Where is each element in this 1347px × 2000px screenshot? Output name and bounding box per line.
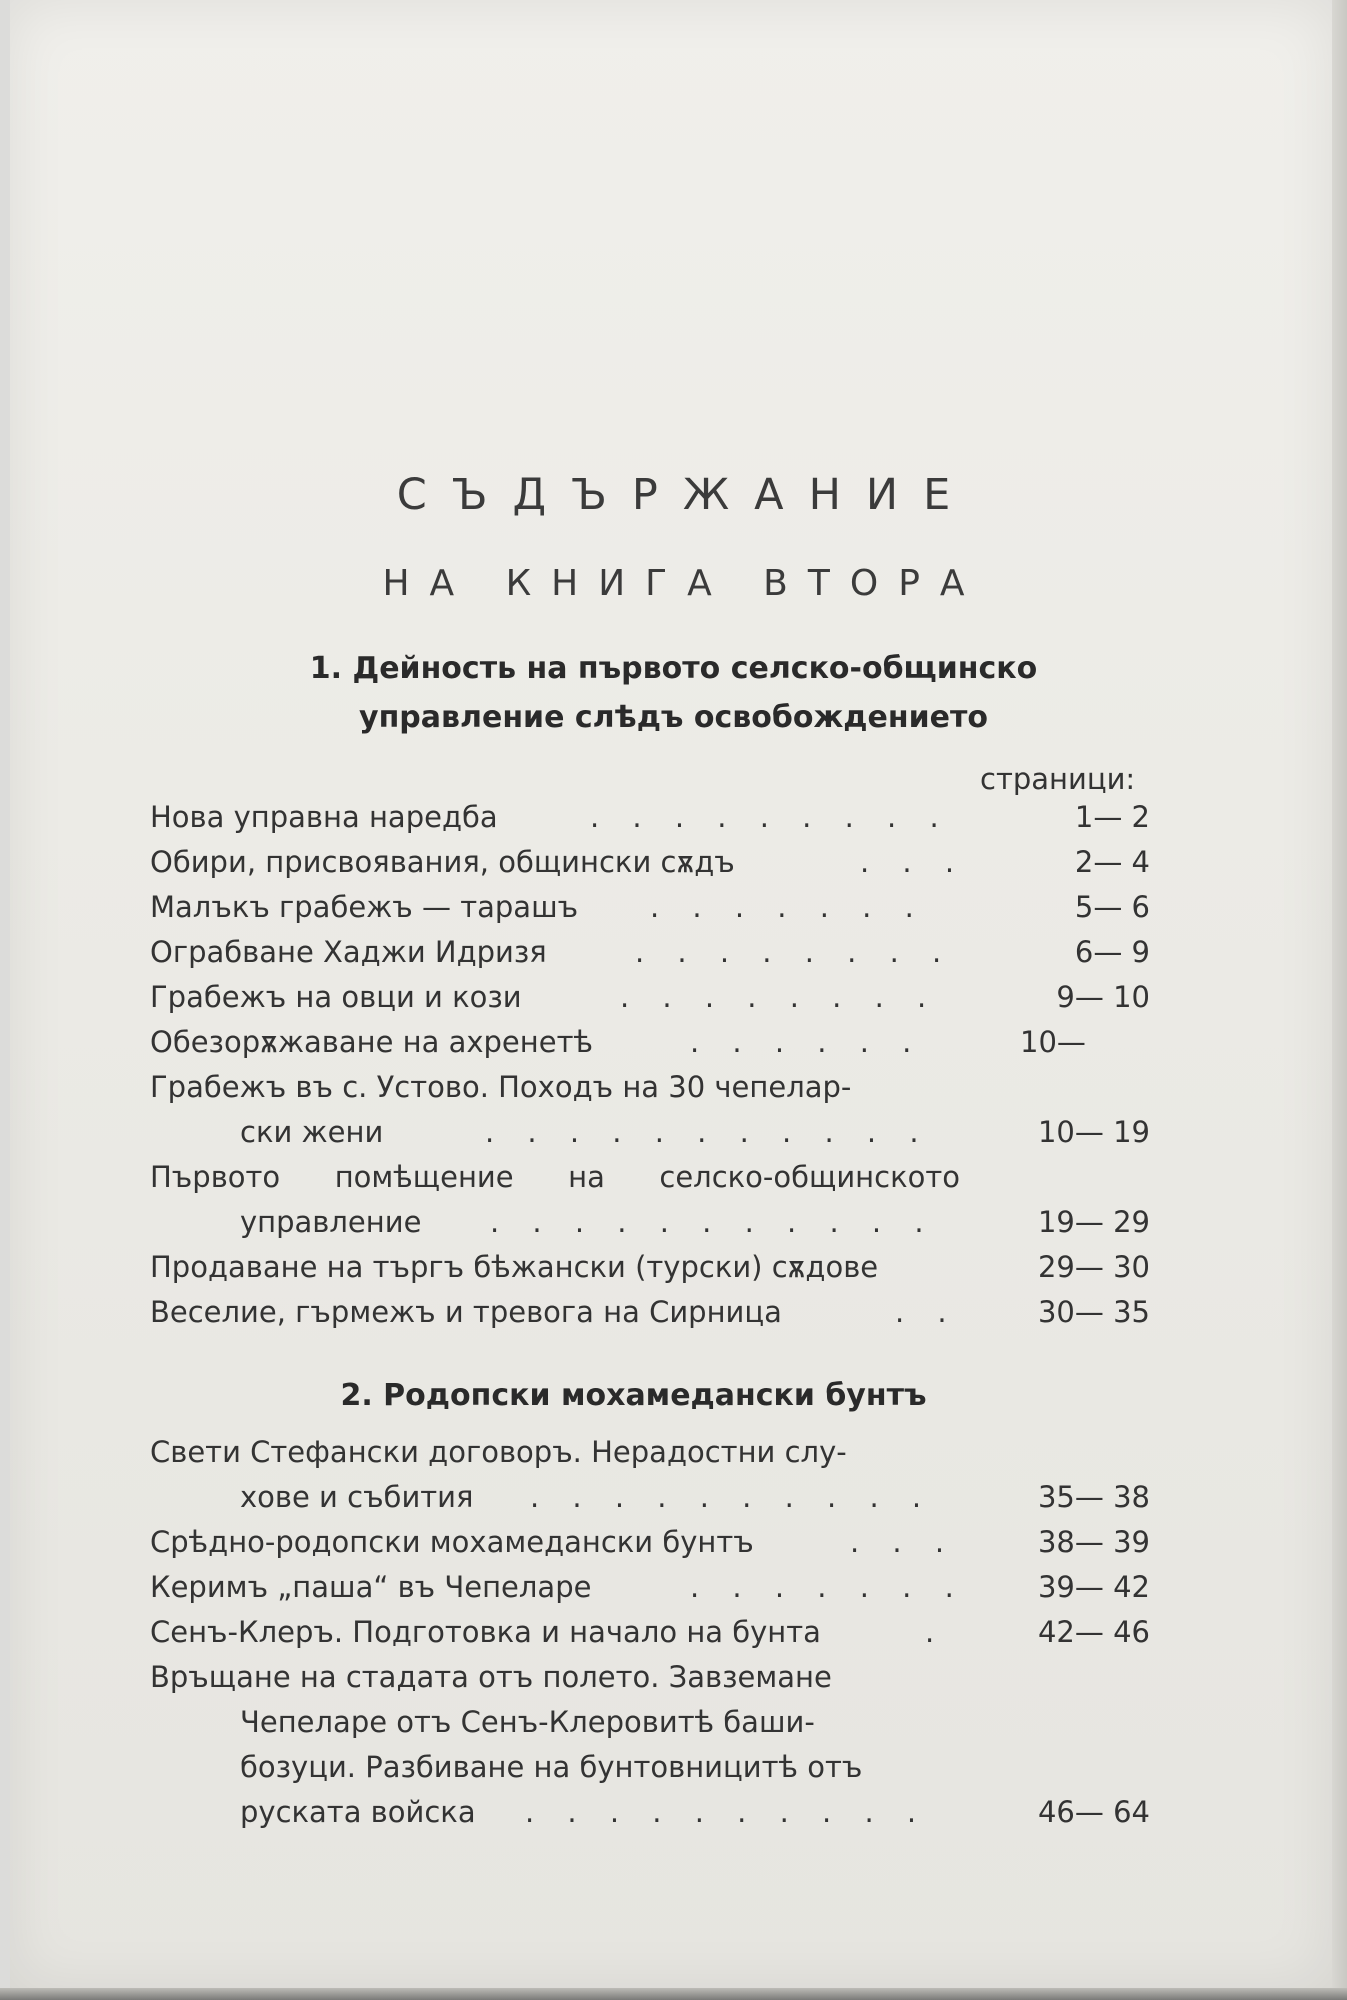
toc-entry-pages: 42— 46 bbox=[1037, 1615, 1150, 1649]
toc-word: Първото bbox=[150, 1160, 281, 1194]
toc-entry-text: Веселие, гърмежъ и тревога на Сирница bbox=[150, 1295, 782, 1329]
toc-section-1 bbox=[150, 795, 1150, 1335]
toc-entry-text: Обезорѫжаване на ахренетѣ bbox=[150, 1025, 593, 1059]
toc-entry bbox=[150, 840, 1150, 885]
toc-entry bbox=[150, 1610, 1150, 1655]
toc-entry-pages: 39— 42 bbox=[1037, 1570, 1150, 1604]
toc-word: селско-общинското bbox=[659, 1160, 960, 1194]
dot-leader: . . . . . . . . . . bbox=[530, 1480, 934, 1514]
dot-leader: . . bbox=[895, 1295, 959, 1329]
toc-entry-text: управление bbox=[240, 1205, 422, 1239]
toc-entry bbox=[150, 1520, 1150, 1565]
toc-entry-text: Грабежъ въ с. Устово. Походъ на 30 чепелар- bbox=[150, 1070, 852, 1104]
toc-word: на bbox=[568, 1160, 605, 1194]
section-heading-1-line1: 1. Дейность на първото селско-общинско bbox=[309, 651, 1038, 686]
page-edge bbox=[1332, 0, 1347, 2000]
dot-leader: . . . . . . bbox=[690, 1025, 924, 1059]
toc-entry-text: Керимъ „паша“ въ Чепеларе bbox=[150, 1570, 592, 1604]
toc-entry bbox=[150, 930, 1150, 975]
section-heading-1-line2: управление слѣдъ освобождението bbox=[359, 700, 988, 735]
toc-entry-text: Чепеларе отъ Сенъ-Клеровитѣ баши- bbox=[240, 1705, 815, 1739]
dot-leader: . . . . . . . . bbox=[635, 935, 954, 969]
toc-entry bbox=[150, 885, 1150, 930]
toc-entry-pages: 35— 38 bbox=[1037, 1480, 1150, 1514]
toc-entry-text: Сенъ-Клеръ. Подготовка и начало на бунта bbox=[150, 1615, 821, 1649]
toc-entry-pages: 30— 35 bbox=[1037, 1295, 1150, 1329]
toc-entry-text: ски жени bbox=[240, 1115, 384, 1149]
toc-entry-pages: 10— bbox=[1020, 1025, 1086, 1059]
toc-section-2 bbox=[150, 1430, 1150, 1835]
page-subtitle: НА КНИГА ВТОРА bbox=[382, 563, 985, 604]
toc-entry bbox=[150, 1065, 1150, 1110]
toc-entry bbox=[150, 1245, 1150, 1290]
toc-entry-text: Малъкъ грабежъ — тарашъ bbox=[150, 890, 579, 924]
toc-entry-text: Грабежъ на овци и кози bbox=[150, 980, 522, 1014]
toc-entry-text: руската войска bbox=[240, 1795, 476, 1829]
toc-entry bbox=[150, 975, 1150, 1020]
section-heading-1 bbox=[0, 644, 1347, 742]
toc-entry bbox=[150, 1655, 1150, 1700]
toc-entry bbox=[150, 1430, 1150, 1475]
dot-leader: . . . bbox=[850, 1525, 957, 1559]
page-bottom-edge bbox=[0, 1988, 1347, 2000]
toc-entry-pages: 2— 4 bbox=[1074, 845, 1150, 879]
toc-entry bbox=[150, 1200, 1150, 1245]
dot-leader: . . . . . . . . . . . bbox=[490, 1205, 936, 1239]
toc-entry-text: хове и събития bbox=[240, 1480, 474, 1514]
dot-leader: . bbox=[925, 1615, 947, 1649]
dot-leader: . . . . . . . bbox=[690, 1570, 966, 1604]
toc-entry bbox=[150, 1475, 1150, 1520]
toc-entry-pages: 9— 10 bbox=[1056, 980, 1150, 1014]
dot-leader: . . . bbox=[860, 845, 967, 879]
toc-entry-pages: 19— 29 bbox=[1037, 1205, 1150, 1239]
dot-leader: . . . . . . . . . . . bbox=[485, 1115, 931, 1149]
toc-entry-pages: 1— 2 bbox=[1074, 800, 1150, 834]
toc-entry-pages: 46— 64 bbox=[1037, 1795, 1150, 1829]
toc-entry bbox=[150, 795, 1150, 840]
toc-entry bbox=[150, 1700, 1150, 1745]
pages-column-label: страници: bbox=[980, 762, 1136, 796]
toc-entry bbox=[150, 1155, 1150, 1200]
toc-entry-pages: 10— 19 bbox=[1037, 1115, 1150, 1149]
page-title: СЪДЪРЖАНИЕ bbox=[396, 470, 976, 520]
toc-entry bbox=[150, 1020, 1150, 1065]
toc-entry-text: Връщане на стадата отъ полето. Завземане bbox=[150, 1660, 832, 1694]
toc-entry bbox=[150, 1290, 1150, 1335]
toc-entry-pages: 5— 6 bbox=[1074, 890, 1150, 924]
toc-entry bbox=[150, 1790, 1150, 1835]
toc-word: помѣщение bbox=[334, 1160, 514, 1194]
toc-entry-text: бозуци. Разбиване на бунтовницитѣ отъ bbox=[240, 1750, 863, 1784]
toc-entry-pages: 29— 30 bbox=[1037, 1250, 1150, 1284]
toc-entry-text: Свети Стефански договоръ. Нерадостни слу- bbox=[150, 1435, 847, 1469]
toc-entry bbox=[150, 1565, 1150, 1610]
dot-leader: . . . . . . . . . bbox=[590, 800, 951, 834]
dot-leader: . . . . . . . . bbox=[620, 980, 939, 1014]
toc-entry-text: Продаване на търгъ бѣжански (турски) сѫдове bbox=[150, 1250, 879, 1284]
dot-leader: . . . . . . . bbox=[650, 890, 926, 924]
toc-entry-pages: 6— 9 bbox=[1074, 935, 1150, 969]
toc-entry-text: Ограбване Хаджи Идризя bbox=[150, 935, 547, 969]
toc-entry bbox=[150, 1110, 1150, 1155]
toc-entry bbox=[150, 1745, 1150, 1790]
toc-entry-text-justified bbox=[150, 1155, 960, 1200]
section-heading-2-text: 2. Родопски мохамедански бунтъ bbox=[340, 1378, 927, 1413]
section-heading-2 bbox=[0, 1371, 1347, 1420]
toc-entry-pages: 38— 39 bbox=[1037, 1525, 1150, 1559]
toc-entry-text: Обири, присвоявания, общински сѫдъ bbox=[150, 845, 735, 879]
dot-leader: . . . . . . . . . . bbox=[525, 1795, 929, 1829]
toc-entry-text: Срѣдно-родопски мохамедански бунтъ bbox=[150, 1525, 754, 1559]
toc-entry-text: Нова управна наредба bbox=[150, 800, 498, 834]
